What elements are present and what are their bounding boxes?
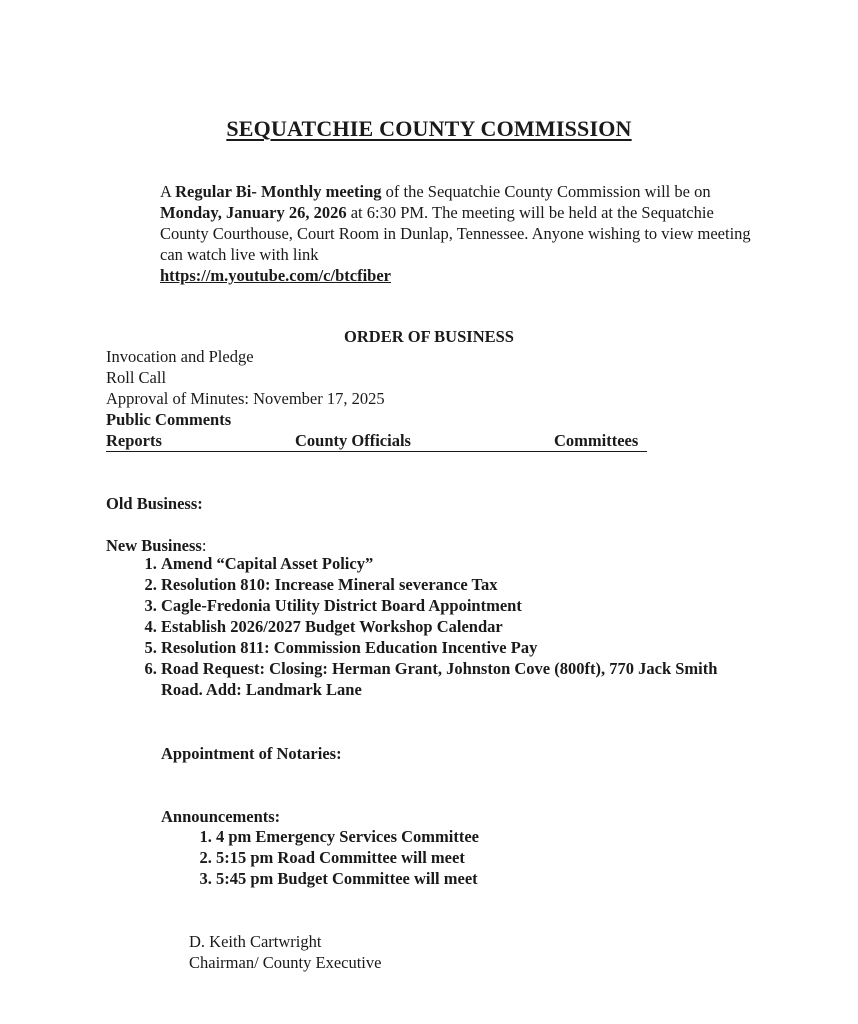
meeting-date: Monday, January 26, 2026 [160,203,347,222]
county-officials-label: County Officials [295,431,411,450]
signature-block [189,931,381,973]
intro-text-3: at 6:30 PM. The meeting will be held at the Sequatchie County Courthouse, Court Room in Dunlap, Tennessee. Anyone wishing to view meeting can watch live with link [160,203,751,264]
document-title: SEQUATCHIE COUNTY COMMISSION [226,116,632,141]
new-business-label: New Business [106,536,202,555]
list-item: 3. Cagle-Fredonia Utility District Board Appointment [161,595,781,616]
announcements-heading: Announcements: [161,807,281,826]
new-business-colon: : [201,536,207,555]
meeting-intro [160,181,760,286]
meeting-type: Regular Bi- Monthly meeting [175,182,382,201]
list-item: 1. Amend “Capital Asset Policy” [161,553,781,574]
list-item: 2. 5:15 pm Road Committee will meet [216,847,716,868]
list-item: 2. Resolution 810: Increase Mineral severance Tax [161,574,781,595]
list-item: 4. Establish 2026/2027 Budget Workshop Calendar [161,616,781,637]
new-business-list [106,553,781,700]
order-of-business [106,346,666,452]
agenda-item-roll-call: Roll Call [106,368,167,387]
intro-text-2: of the Sequatchie County Commission will be on [381,182,711,201]
committees-label: Committees [554,431,639,450]
livestream-link[interactable]: https://m.youtube.com/c/btcfiber [160,266,391,285]
old-business-heading: Old Business: [106,494,203,513]
signer-title: Chairman/ County Executive [189,953,382,972]
reports-row [106,430,647,452]
list-item: 1. 4 pm Emergency Services Committee [216,826,716,847]
agenda-item-public-comments: Public Comments [106,410,232,429]
notaries-heading: Appointment of Notaries: [161,744,342,763]
signer-name: D. Keith Cartwright [189,932,322,951]
intro-text-1: A [160,182,176,201]
agenda-item-invocation: Invocation and Pledge [106,347,254,366]
order-of-business-heading: ORDER OF BUSINESS [344,327,514,346]
list-item: 6. Road Request: Closing: Herman Grant, Johnston Cove (800ft), 770 Jack Smith Road. Add: Landmark Lane [161,658,726,700]
list-item: 5. Resolution 811: Commission Education Incentive Pay [161,637,781,658]
announcements-list [161,826,716,889]
agenda-item-minutes: Approval of Minutes: November 17, 2025 [106,389,385,408]
reports-label: Reports [106,431,162,450]
list-item: 3. 5:45 pm Budget Committee will meet [216,868,716,889]
